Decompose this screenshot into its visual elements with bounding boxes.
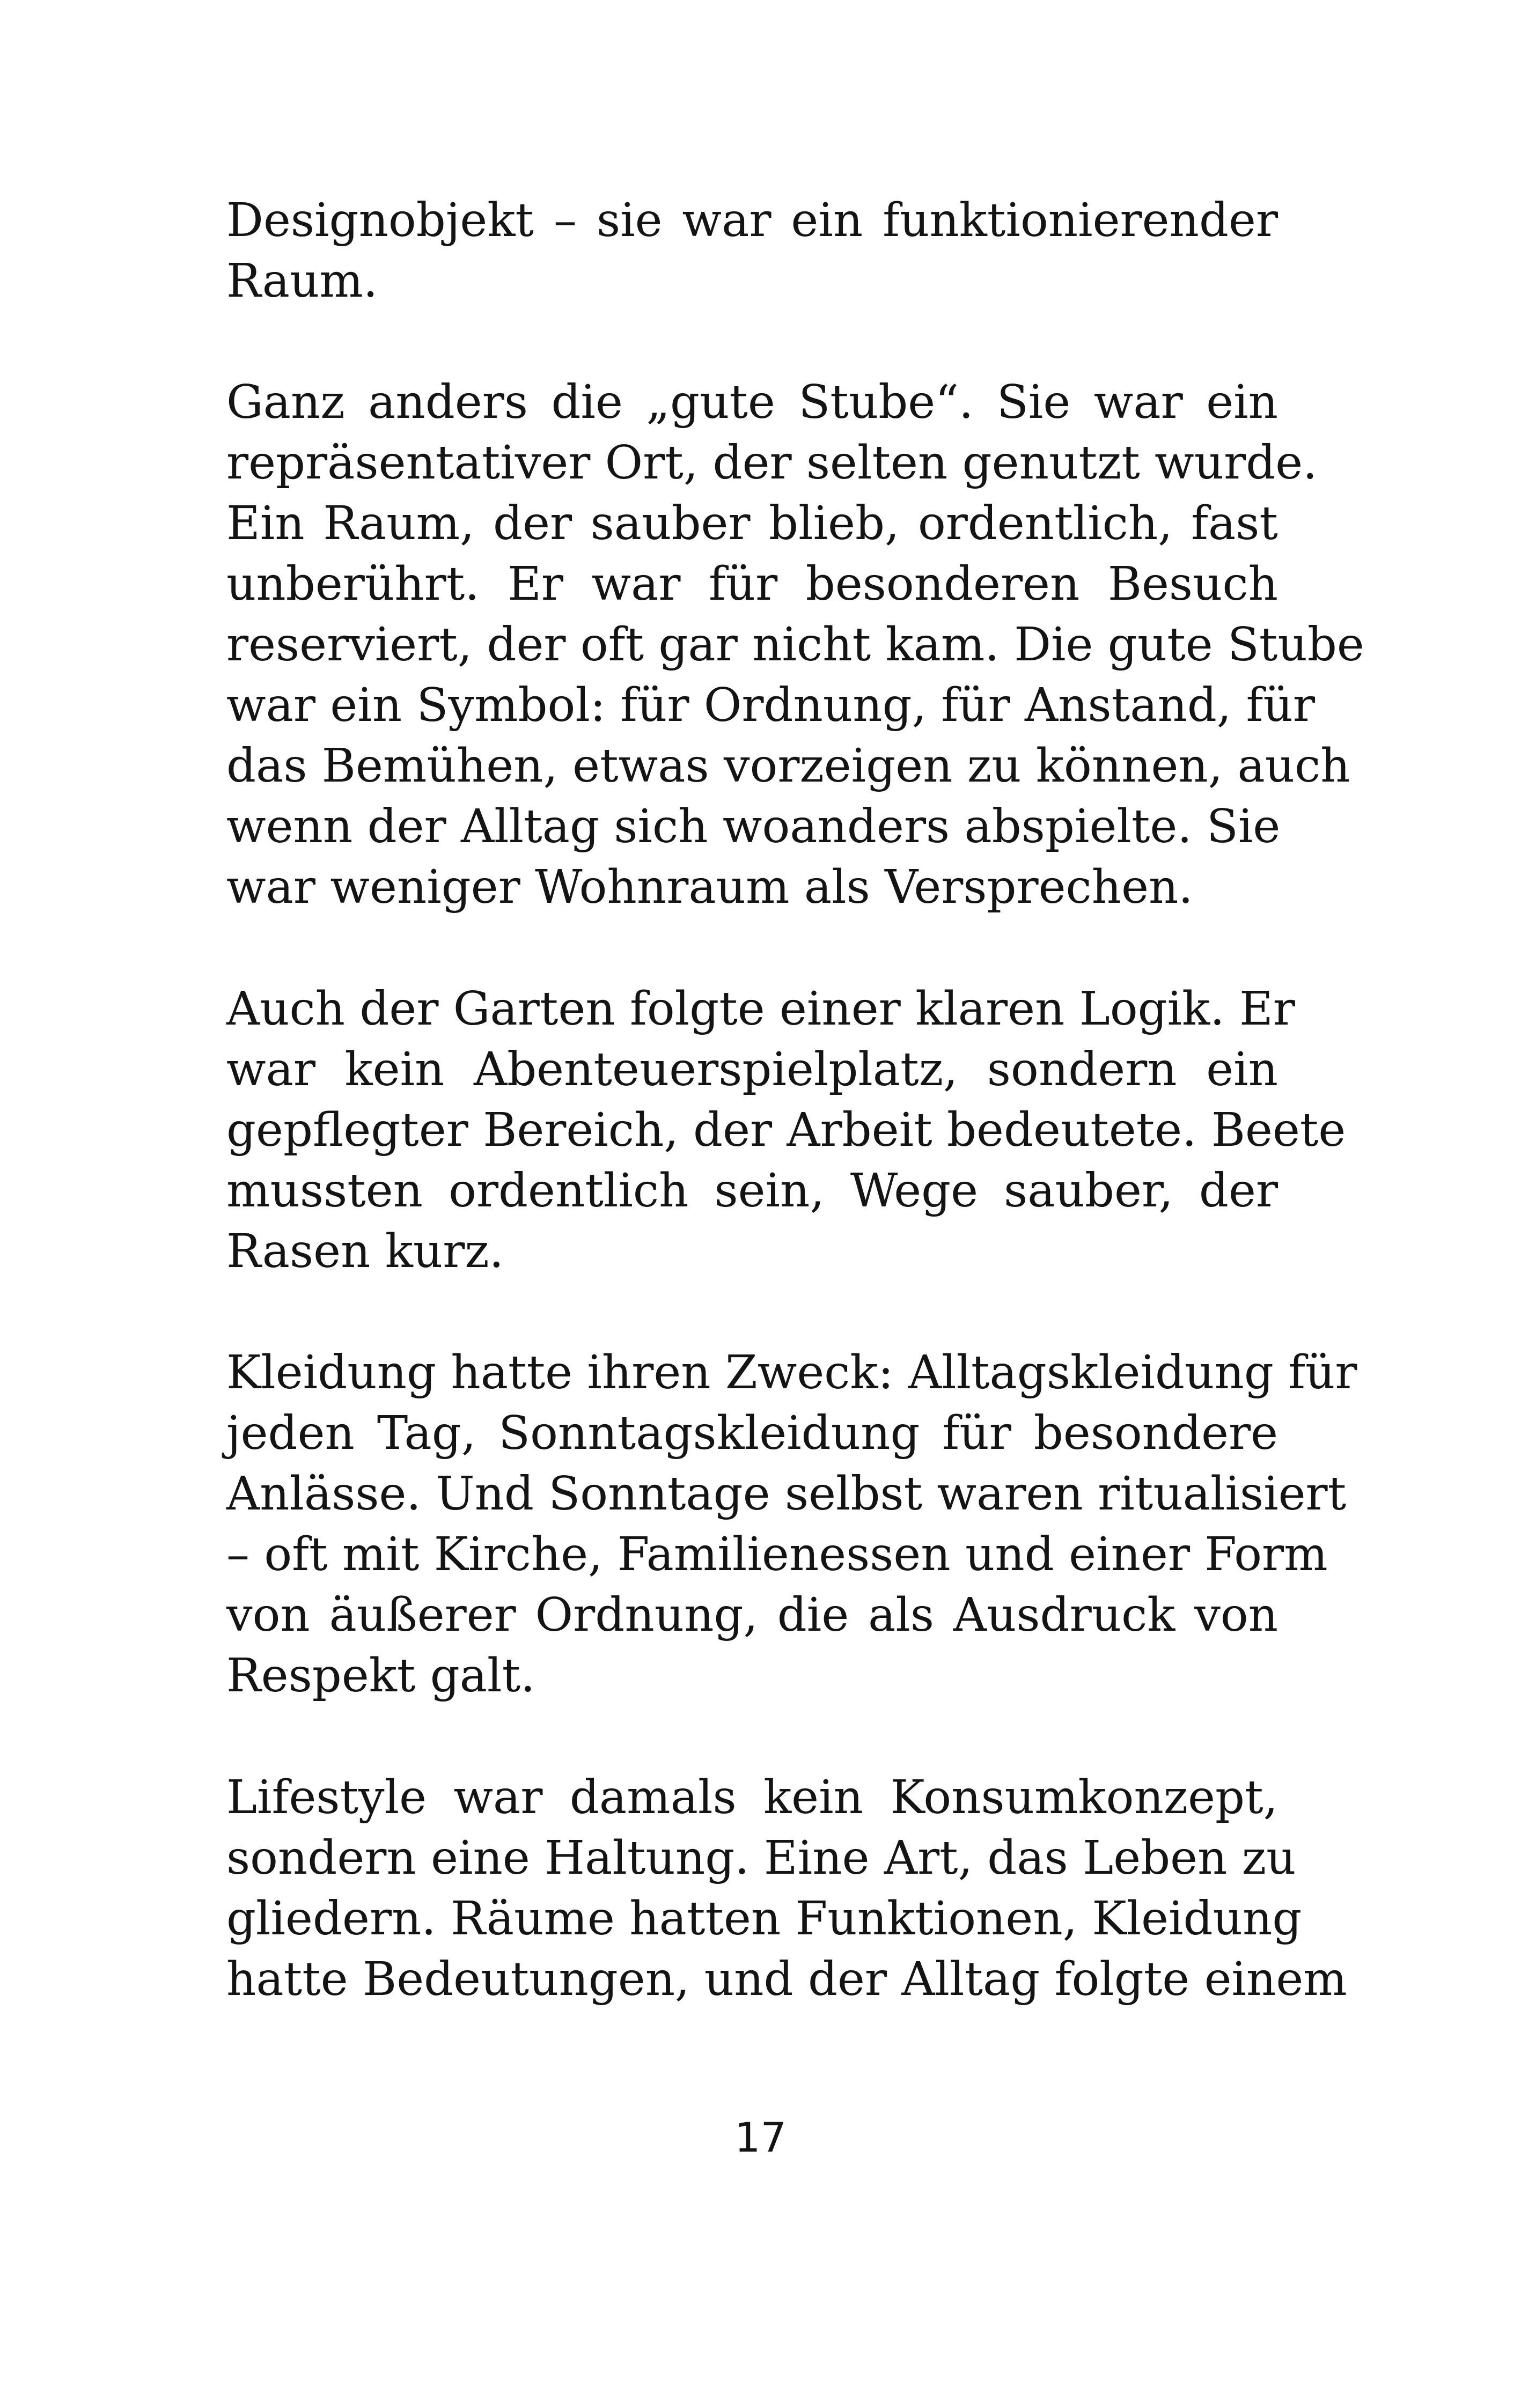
- text-line: jeden Tag, Sonntagskleidung für besondere: [226, 1406, 1278, 1460]
- text-line: gepflegter Bereich, der Arbeit bedeutete. Beete: [226, 1103, 1346, 1157]
- text-line: Lifestyle war damals kein Konsumkonzept,: [226, 1771, 1278, 1824]
- text-line: das Bemühen, etwas vorzeigen zu können, auch: [226, 739, 1350, 793]
- paragraph-4: [226, 1343, 1357, 1706]
- text-line: mussten ordentlich sein, Wege sauber, der: [226, 1164, 1278, 1218]
- text-line: Ein Raum, der sauber blieb, ordentlich, fast: [226, 497, 1278, 550]
- paragraph-5: [226, 1768, 1347, 2010]
- text-line: war kein Abenteuerspielplatz, sondern ein: [226, 1043, 1278, 1096]
- text-line: Ganz anders die „gute Stube“. Sie war ein: [226, 375, 1278, 429]
- text-line: von äußerer Ordnung, die als Ausdruck von: [226, 1588, 1278, 1642]
- text-line: – oft mit Kirche, Familienessen und einer Form: [226, 1528, 1328, 1581]
- text-line: Raum.: [226, 254, 378, 308]
- text-line: Kleidung hatte ihren Zweck: Alltagskleidung für: [226, 1346, 1357, 1400]
- paragraph-1: [226, 190, 1278, 312]
- text-line: Rasen kurz.: [226, 1225, 504, 1278]
- page-number: 17: [734, 2114, 787, 2161]
- text-line: war ein Symbol: für Ordnung, für Anstand, für: [226, 679, 1315, 732]
- text-line: reserviert, der oft gar nicht kam. Die gute Stube: [226, 618, 1364, 672]
- text-line: Anlässe. Und Sonntage selbst waren ritualisiert: [226, 1467, 1347, 1521]
- text-line: wenn der Alltag sich woanders abspielte. Sie: [226, 800, 1281, 853]
- paragraph-3: [226, 979, 1346, 1282]
- text-line: unberührt. Er war für besonderen Besuch: [226, 557, 1278, 611]
- text-line: repräsentativer Ort, der selten genutzt wurde.: [226, 436, 1318, 490]
- text-line: sondern eine Haltung. Eine Art, das Leben zu: [226, 1831, 1296, 1885]
- text-line: gliedern. Räume hatten Funktionen, Kleidung: [226, 1892, 1302, 1946]
- text-line: Respekt galt.: [226, 1649, 535, 1703]
- text-line: Auch der Garten folgte einer klaren Logik. Er: [226, 982, 1295, 1036]
- text-line: war weniger Wohnraum als Versprechen.: [226, 860, 1193, 914]
- text-line: hatte Bedeutungen, und der Alltag folgte einem: [226, 1953, 1347, 2006]
- text-line: Designobjekt – sie war ein funktionierender: [226, 194, 1278, 247]
- paragraph-2: [226, 372, 1364, 918]
